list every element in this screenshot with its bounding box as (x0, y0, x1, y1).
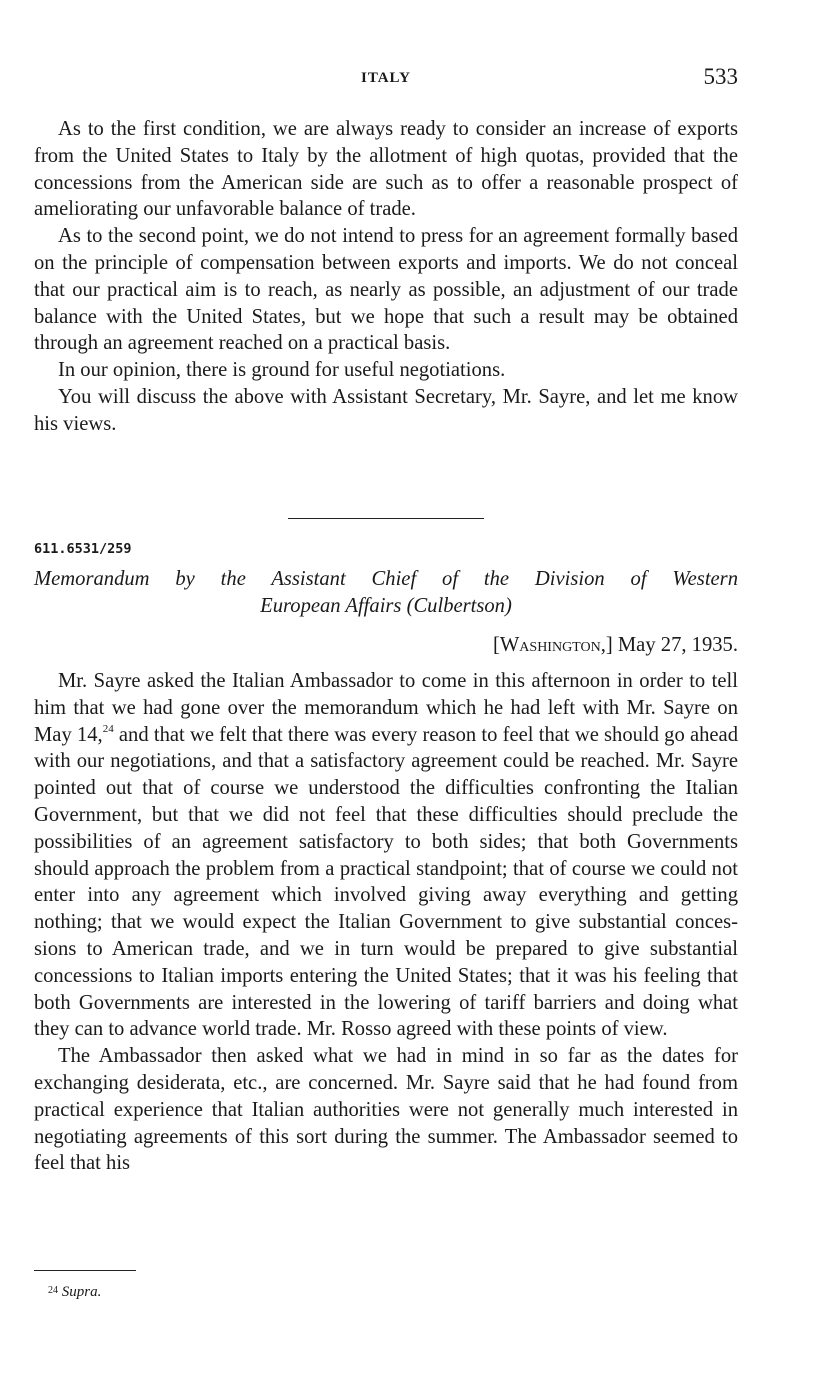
paragraph (34, 668, 738, 1043)
footnote-divider (34, 1270, 136, 1271)
heading-line: European Affairs (Culbertson) (260, 594, 512, 617)
paragraph-text: Mr. Sayre asked the Italian Ambassador to come in this afternoon in order to tell him that we had gone over the memorandum which he had left with Mr. Sayre on May 14, (34, 670, 738, 746)
paragraph: As to the first condition, we are always ready to consider an increase of exports from the United States to Italy by the allotment of high quotas, provided that the concessions from the American side are such as to offer a reasonable prospect of ameliorating our unfavorable balance of trade. (34, 118, 738, 221)
memorandum-body (34, 668, 738, 1177)
paragraph-text: and that we felt that there was every reason to feel that we should go ahead with our negotiations, and that a satisfactory agreement could be reached. Mr. Sayre pointed out that of course we understood the difficulties confronting the Italian Government, but that we did not feel that these difficulties should preclude the possibilities of an agreement satisfactory to both sides; that both Governments should approach the problem from a practical standpoint; that of course we could not enter into any agreement which involved giving away everything and getting nothing; that we would expect the Italian Government to give substantial concessions to American trade, and we in turn would be prepared to give substantial concessions to Italian imports entering the United States; that it was his feeling that both Governments are interested in the lowering of tariff barriers and doing what they can to advance world trade. Mr. Rosso agreed with these points of view. (34, 723, 738, 1041)
letter-continuation (34, 116, 738, 438)
running-title: ITALY (360, 70, 412, 86)
document-heading (34, 566, 738, 620)
footnote-reference: 24 (102, 722, 114, 735)
running-header (34, 64, 738, 94)
paragraph: As to the second point, we do not intend to press for an agreement formally based on the principle of compensation between exports and imports. We do not conceal that our practical aim is to reach, as nearly as possible, an adjustment of our trade balance with the United States, but we hope that such a result may be obtained through an agreement reached on a practical basis. (34, 225, 738, 355)
file-number: 611.6531/259 (34, 541, 132, 557)
paragraph: In our opinion, there is ground for useful negotiations. (58, 359, 506, 382)
footnote (48, 1284, 101, 1301)
dateline-place: [Washington,] (493, 634, 613, 656)
dateline (493, 634, 738, 657)
page-number: 533 (703, 64, 738, 89)
heading-line: Memorandum by the Assistant Chief of the Division of Western (34, 568, 738, 590)
dateline-date: May 27, 1935. (617, 634, 738, 656)
section-divider (288, 518, 484, 519)
paragraph: You will discuss the above with Assistant Secretary, Mr. Sayre, and let me know his views. (34, 385, 738, 435)
footnote-text: Supra. (61, 1284, 102, 1300)
footnote-number: 24 (48, 1285, 58, 1296)
paragraph: The Ambassador then asked what we had in mind in so far as the dates for exchanging desiderata, etc., are concerned. Mr. Sayre said that he had found from practical experience that Italian authorities were not generally much interested in negotiating agreements of this sort during the summer. The Ambassador seemed to feel that his (34, 1045, 738, 1175)
